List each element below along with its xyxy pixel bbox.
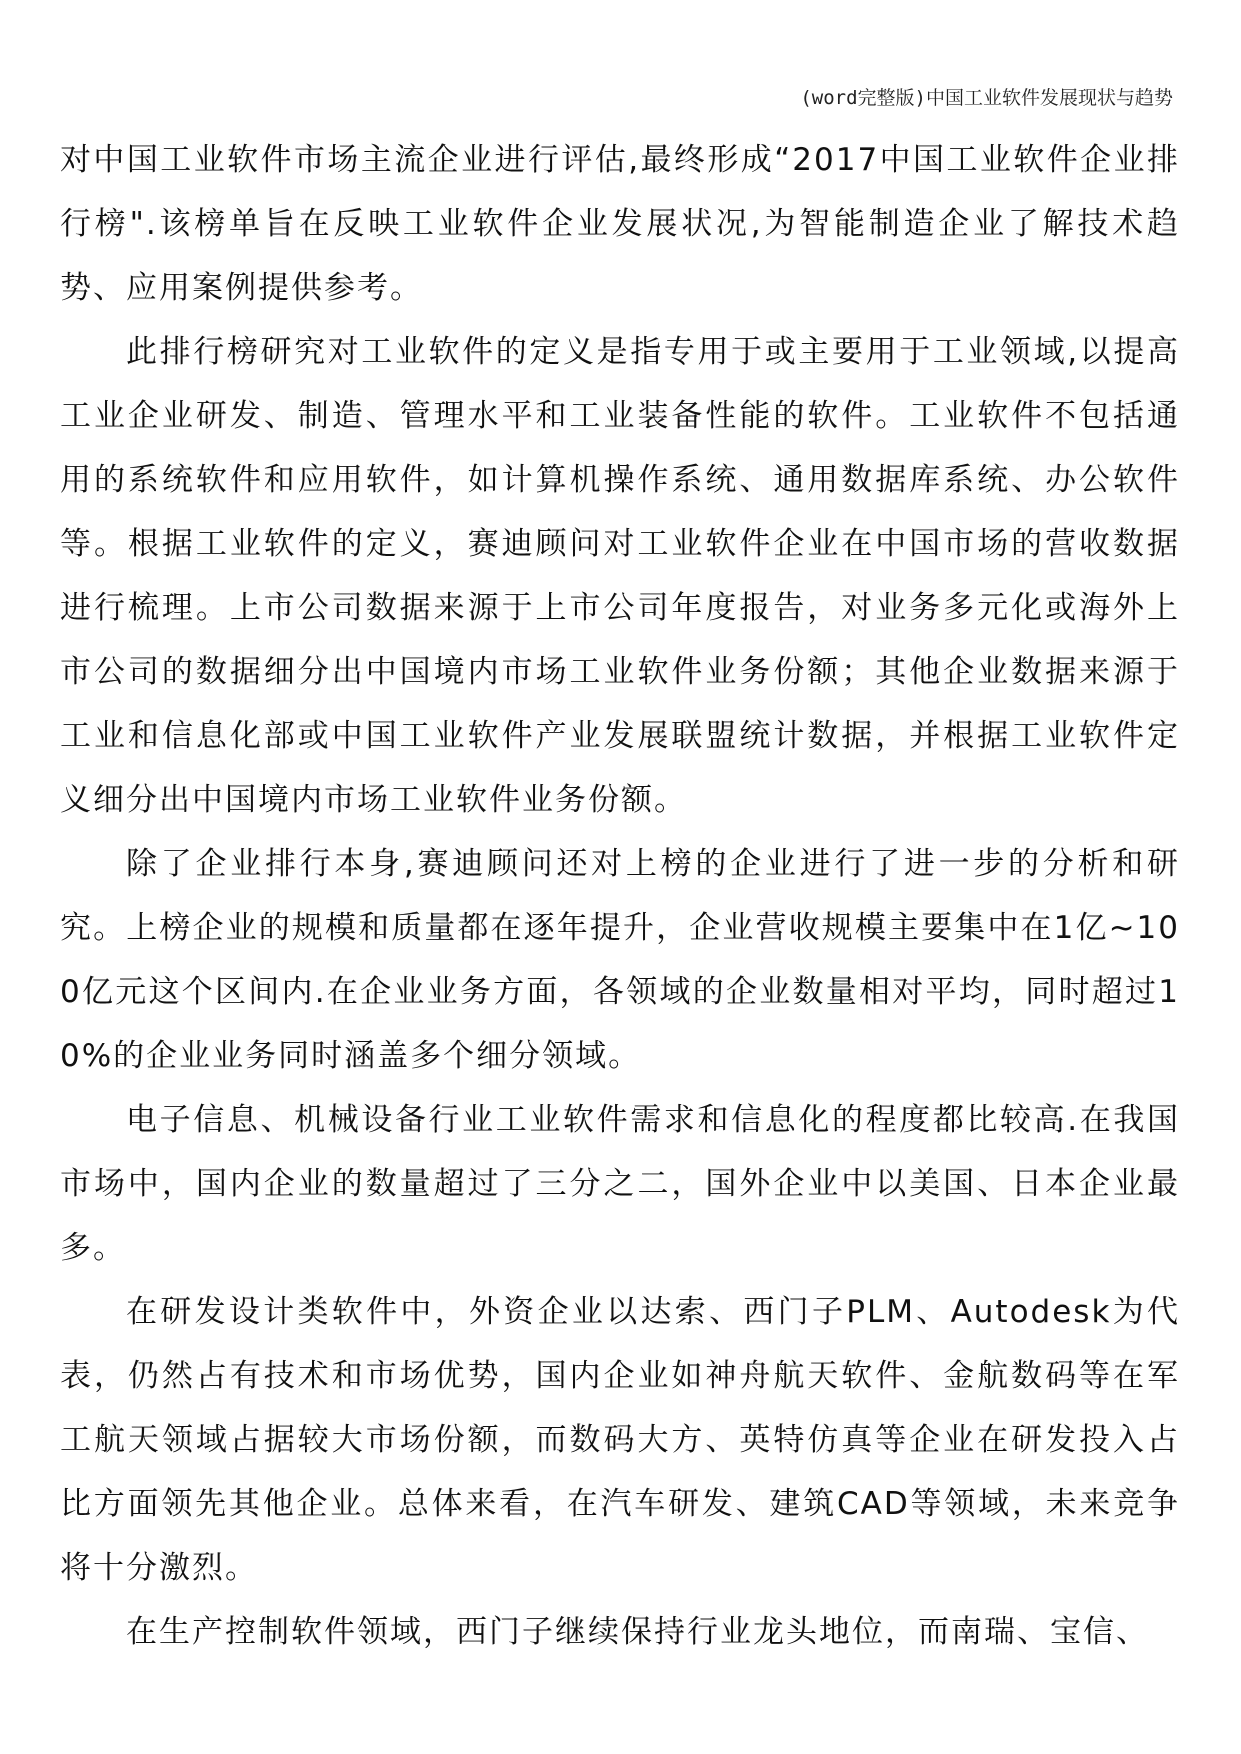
paragraph-4: 电子信息、机械设备行业工业软件需求和信息化的程度都比较高.在我国市场中，国内企业的数量超过了三分之二，国外企业中以美国、日本企业最多。 xyxy=(60,1102,1180,1266)
paragraph-1: 对中国工业软件市场主流企业进行评估,最终形成“2017中国工业软件企业排行榜".该榜单旨在反映工业软件企业发展状况,为智能制造企业了解技术趋势、应用案例提供参考。 xyxy=(60,142,1180,306)
running-header: (word完整版)中国工业软件发展现状与趋势 xyxy=(800,87,1173,109)
paragraph-5: 在研发设计类软件中，外资企业以达索、西门子PLM、Autodesk为代表，仍然占有技术和市场优势，国内企业如神舟航天软件、金航数码等在军工航天领域占据较大市场份额，而数码大方、英特仿真等企业在研发投入占比方面领先其他企业。总体来看，在汽车研发、建筑CAD等领域，未来竞争将十分激烈。 xyxy=(60,1294,1180,1586)
document-body xyxy=(60,128,1180,1664)
paragraph-6: 在生产控制软件领域，西门子继续保持行业龙头地位，而南瑞、宝信、 xyxy=(126,1614,1149,1650)
paragraph-3: 除了企业排行本身,赛迪顾问还对上榜的企业进行了进一步的分析和研究。上榜企业的规模和质量都在逐年提升，企业营收规模主要集中在1亿~100亿元这个区间内.在企业业务方面，各领域的企业数量相对平均，同时超过10%的企业业务同时涵盖多个细分领域。 xyxy=(60,846,1180,1074)
paragraph-2: 此排行榜研究对工业软件的定义是指专用于或主要用于工业领域,以提高工业企业研发、制造、管理水平和工业装备性能的软件。工业软件不包括通用的系统软件和应用软件，如计算机操作系统、通用数据库系统、办公软件等。根据工业软件的定义，赛迪顾问对工业软件企业在中国市场的营收数据进行梳理。上市公司数据来源于上市公司年度报告，对业务多元化或海外上市公司的数据细分出中国境内市场工业软件业务份额；其他企业数据来源于工业和信息化部或中国工业软件产业发展联盟统计数据，并根据工业软件定义细分出中国境内市场工业软件业务份额。 xyxy=(60,334,1180,818)
